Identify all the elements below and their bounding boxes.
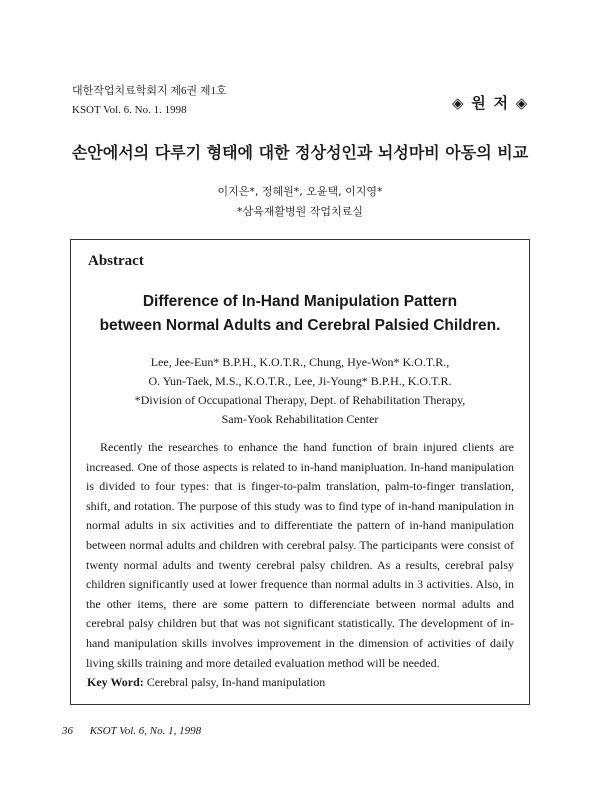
english-authors xyxy=(71,353,529,429)
article-type-label: ◈ 원 저 ◈ xyxy=(452,96,530,112)
korean-authors: 이지은*, 정혜원*, 오윤택, 이지영* xyxy=(217,185,383,198)
affiliation-line-1: *Division of Occupational Therapy, Dept. of Rehabilitation Therapy, xyxy=(134,393,466,407)
keywords-list: Cerebral palsy, In-hand manipulation xyxy=(146,675,326,689)
page-footer xyxy=(62,725,201,737)
keywords-label: Key Word: xyxy=(87,675,144,689)
journal-header xyxy=(72,82,227,120)
english-title-line-2: between Normal Adults and Cerebral Palsied Children. xyxy=(99,317,501,334)
korean-affiliation: *삼육재활병원 작업치료실 xyxy=(237,205,363,218)
journal-name-korean: 대한작업치료학회지 제6권 제1호 xyxy=(72,85,227,97)
authors-line-1: Lee, Jee-Eun* B.P.H., K.O.T.R., Chung, Hye-Won* K.O.T.R., xyxy=(150,355,450,369)
affiliation-line-2: Sam-Yook Rehabilitation Center xyxy=(221,412,379,426)
footer-citation: KSOT Vol. 6, No. 1, 1998 xyxy=(89,725,202,737)
keywords xyxy=(87,675,325,690)
english-title xyxy=(71,290,529,338)
abstract-paragraph: Recently the researches to enhance the hand function of brain injured clients are increased. One of those aspects is related to in-hand manipluation. In-hand manipulation is divided to four types: that is finger-to-palm translation, palm-to-finger translation, shift, and rotation. The purpose of this study was to find type of in-hand manipulation in normal adults in six activities and to differentiate the pattern of in-hand manipulation between normal adults and children with cerebral palsy. The participants were consist of twenty normal adults and twenty cerebral palsy children. As a results, cerebral palsy children significantly used at lower frequence than normal adults in 3 activities. Also, in the other items, there are some pattern to differenciate between normal adults and cerebral palsy children but that was not significant statistically. The development of in-hand manipulation skills involves improvement in the dimension of activities of daily living skills training and more detailed evaluation method will be needed. xyxy=(86,440,514,670)
page-number: 36 xyxy=(62,725,73,737)
authors-line-2: O. Yun-Taek, M.S., K.O.T.R., Lee, Ji-Young* B.P.H., K.O.T.R. xyxy=(148,374,452,388)
abstract-heading: Abstract xyxy=(88,253,144,269)
abstract-body xyxy=(86,438,514,673)
english-title-line-1: Difference of In-Hand Manipulation Pattern xyxy=(142,293,458,310)
korean-title: 손안에서의 다루기 형태에 대한 정상성인과 뇌성마비 아동의 비교 xyxy=(71,143,529,162)
journal-name-english: KSOT Vol. 6. No. 1. 1998 xyxy=(72,104,187,116)
abstract-box xyxy=(70,239,530,705)
